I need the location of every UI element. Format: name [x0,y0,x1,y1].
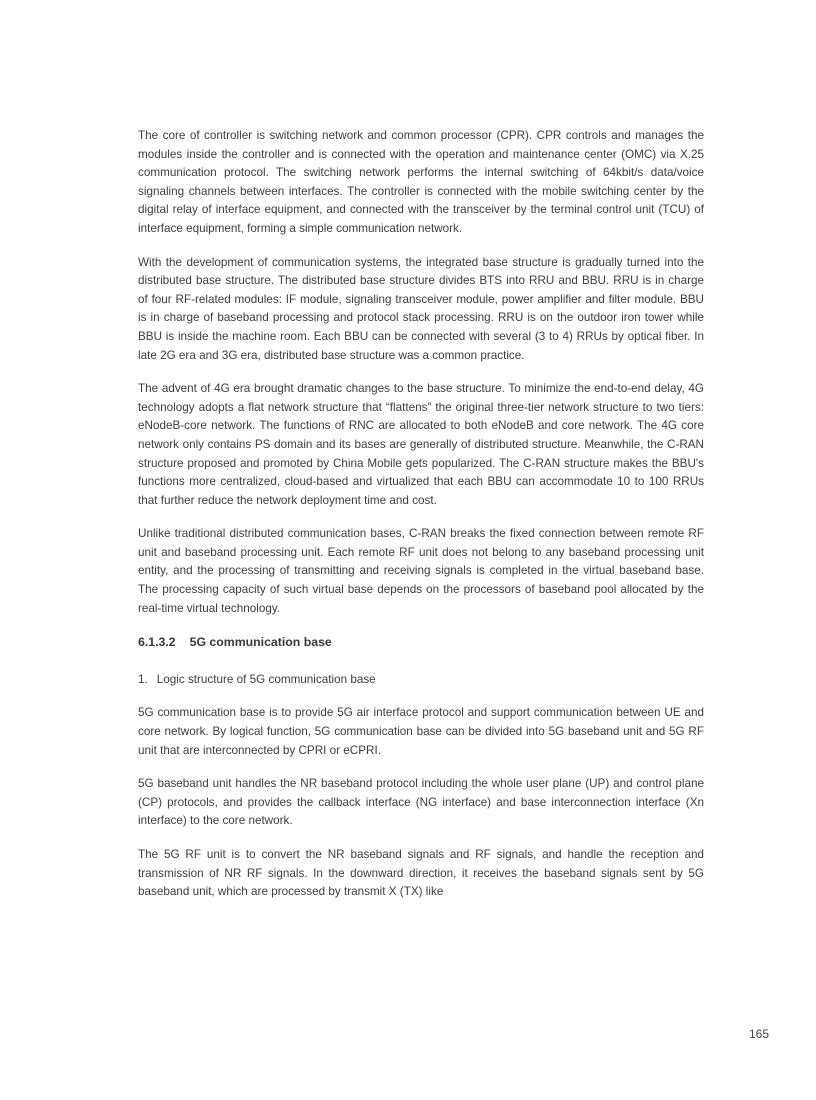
paragraph-4g-era: The advent of 4G era brought dramatic changes to the base structure. To minimize the end-to-end delay, 4G technology adopts a flat network structure that “flattens” the original three-tier network structure to two tiers: eNodeB-core network. The functions of RNC are allocated to both eNodeB and core network. The 4G core network only contains PS domain and its bases are generally of distributed structure. Meanwhile, the C-RAN structure proposed and promoted by China Mobile gets popularized. The C-RAN structure makes the BBU's functions more centralized, cloud-based and virtualized that each BBU can accommodate 10 to 100 RRUs that further reduce the network deployment time and cost. [138,382,704,507]
paragraph-5g-baseband-unit: 5G baseband unit handles the NR baseband protocol including the whole user plane (UP) and control plane (CP) protocols, and provides the callback interface (NG interface) and base interconnection interface (Xn interface) to the core network. [138,777,704,828]
paragraph-distributed-base: With the development of communication systems, the integrated base structure is gradually turned into the distributed base structure. The distributed base structure divides BTS into RRU and BBU. RRU is in charge of four RF-related modules: IF module, signaling transceiver module, power amplifier and filter module. BBU is in charge of baseband processing and protocol stack processing. RRU is on the outdoor iron tower while BBU is inside the machine room. Each BBU can be connected with several (3 to 4) RRUs by optical fiber. In late 2G era and 3G era, distributed base structure was a common practice. [138,255,704,362]
paragraph-cran: Unlike traditional distributed communication bases, C-RAN breaks the fixed connection between remote RF unit and baseband processing unit. Each remote RF unit does not belong to any baseband processing unit entity, and the processing of transmitting and receiving signals is completed in the virtual baseband base. The processing capacity of such virtual base depends on the processors of baseband pool allocated by the real-time virtual technology. [138,527,704,615]
page-number: 165 [748,1027,769,1041]
section-title: 5G communication base [189,635,332,650]
paragraph-controller-core: The core of controller is switching network and common processor (CPR). CPR controls and manages the modules inside the controller and is connected with the operation and maintenance center (OMC) via X.25 communication protocol. The switching network performs the internal switching of 64kbit/s data/voice signaling channels between interfaces. The controller is connected with the mobile switching center by the digital relay of interface equipment, and connected with the transceiver by the terminal control unit (TCU) of interface equipment, forming a simple communication network. [138,129,704,235]
numbered-list-item [138,671,704,690]
list-marker: 1. [138,672,148,686]
list-item-text: Logic structure of 5G communication base [156,672,376,686]
paragraph-5g-base-intro: 5G communication base is to provide 5G air interface protocol and support communication between UE and core network. By logical function, 5G communication base can be divided into 5G baseband unit and 5G RF unit that are interconnected by CPRI or eCPRI. [138,706,704,757]
page-content [138,127,704,917]
paragraph-5g-rf-unit: The 5G RF unit is to convert the NR baseband signals and RF signals, and handle the reception and transmission of NR RF signals. In the downward direction, it receives the baseband signals sent by 5G baseband unit, which are processed by transmit X (TX) like [138,848,704,899]
section-heading [138,633,704,652]
section-number: 6.1.3.2 [138,635,176,650]
